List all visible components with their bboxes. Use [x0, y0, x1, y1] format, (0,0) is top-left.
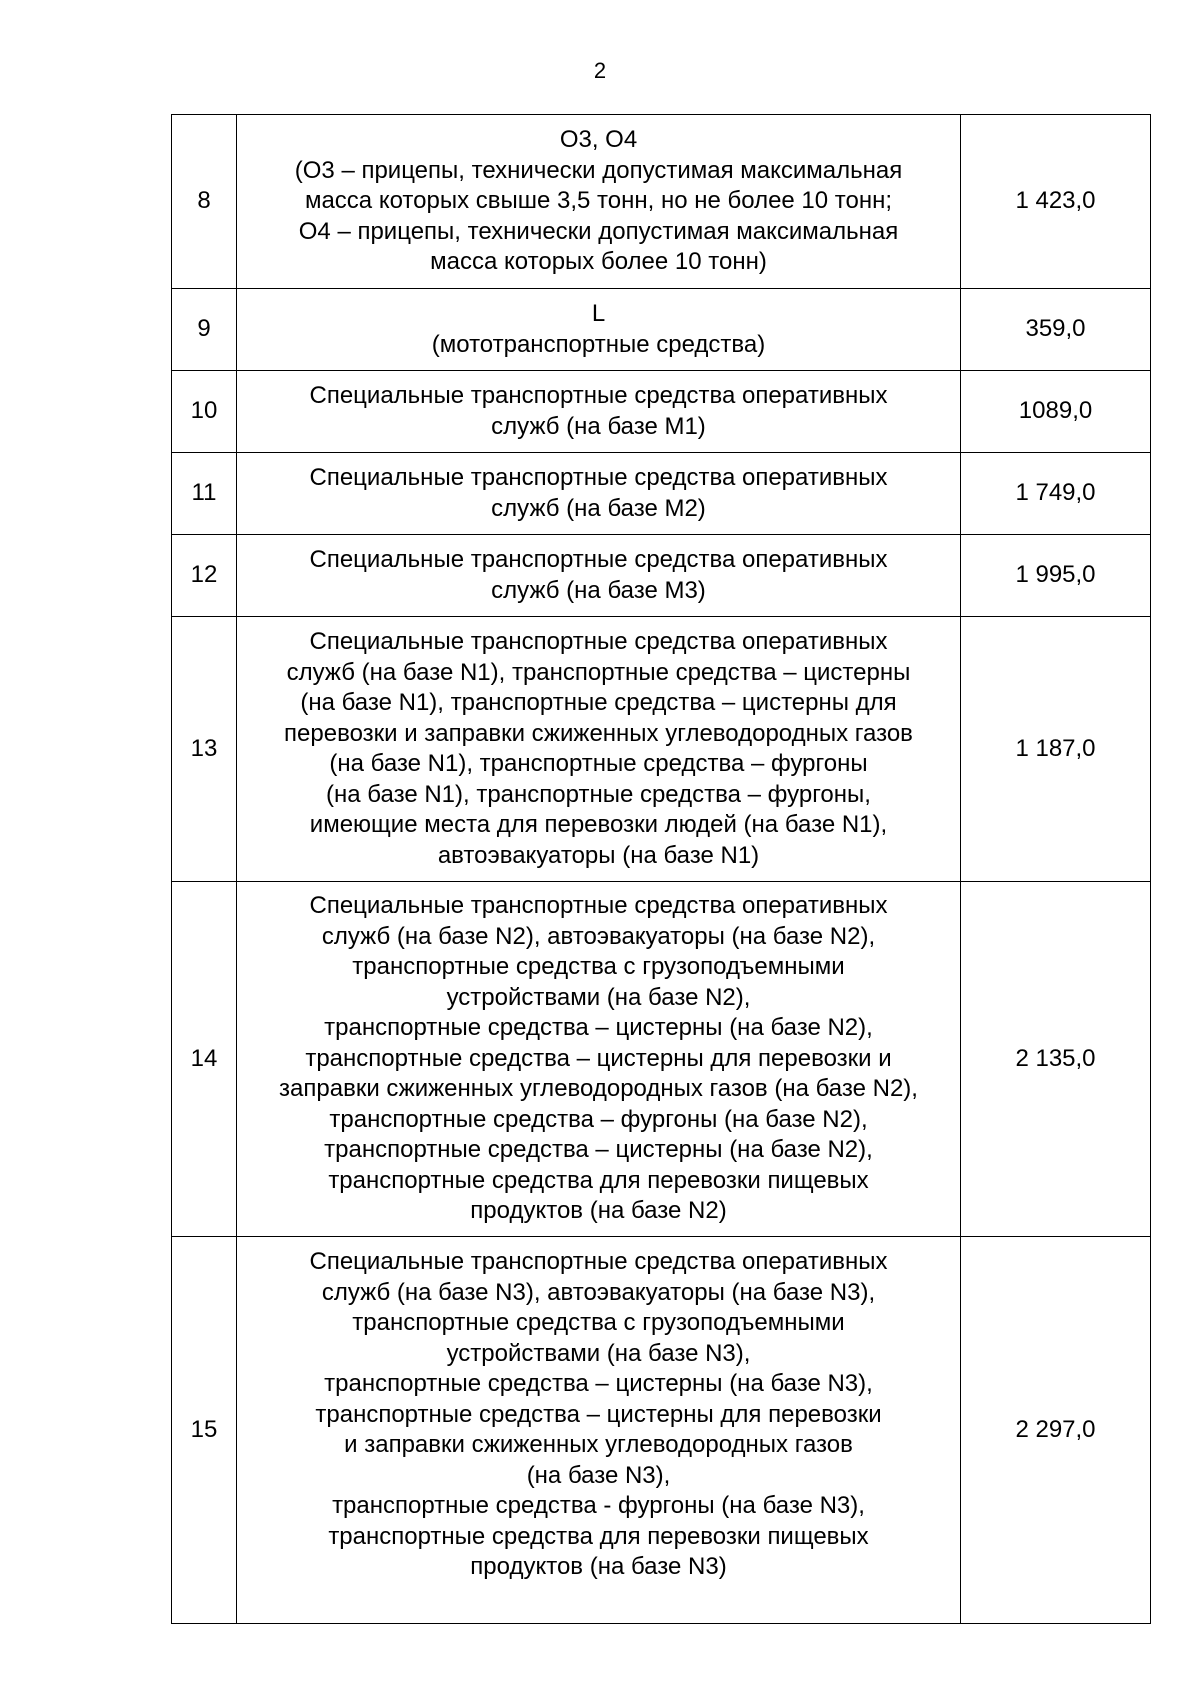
table-row — [172, 371, 1151, 453]
price-cell: 2 297,0 — [961, 1237, 1151, 1624]
row-number-cell: 12 — [172, 535, 237, 617]
category-description-cell — [237, 882, 961, 1237]
row-number-cell: 13 — [172, 617, 237, 882]
category-description-cell — [237, 535, 961, 617]
description-line: служб (на базе N1), транспортные средства – цистерны — [286, 658, 911, 686]
description-line: транспортные средства – цистерны (на базе N3), — [324, 1370, 873, 1397]
category-description-cell — [237, 371, 961, 453]
row-number-cell: 15 — [172, 1237, 237, 1624]
description-line: служб (на базе М3) — [491, 576, 706, 604]
table-row — [172, 617, 1151, 882]
table-row — [172, 882, 1151, 1237]
description-line: транспортные средства для перевозки пищевых — [328, 1522, 869, 1550]
description-line: транспортные средства – цистерны (на базе N2), — [324, 1014, 873, 1042]
description-line: служб (на базе N2), автоэвакуаторы (на базе N2), — [321, 922, 876, 950]
description-line: транспортные средства для перевозки пищевых — [328, 1166, 869, 1194]
price-cell: 359,0 — [961, 289, 1151, 371]
description-line: служб (на базе М1) — [491, 412, 706, 440]
price-cell: 1 995,0 — [961, 535, 1151, 617]
category-description-cell — [237, 1237, 961, 1624]
category-description-cell — [237, 115, 961, 289]
tariff-table — [171, 114, 1151, 1624]
description-line: Специальные транспортные средства оперативных — [309, 546, 888, 573]
description-line: (на базе N3), — [526, 1461, 671, 1489]
table-row — [172, 453, 1151, 535]
description-line: О3, О4 — [559, 126, 638, 154]
price-cell: 1089,0 — [961, 371, 1151, 453]
category-description-cell — [237, 289, 961, 371]
description-line: транспортные средства – фургоны (на базе N2), — [329, 1105, 868, 1133]
row-number-cell: 10 — [172, 371, 237, 453]
description-line: масса которых более 10 тонн) — [430, 248, 767, 276]
price-cell: 2 135,0 — [961, 882, 1151, 1237]
description-line: транспортные средства – цистерны для перевозки — [315, 1400, 882, 1428]
description-line: Специальные транспортные средства оперативных — [309, 382, 888, 409]
description-line: (мототранспортные средства) — [431, 330, 766, 358]
description-line: имеющие места для перевозки людей (на базе N1), — [309, 811, 888, 838]
price-cell: 1 187,0 — [961, 617, 1151, 882]
description-line: транспортные средства - фургоны (на базе N3), — [332, 1492, 865, 1519]
table-row — [172, 535, 1151, 617]
description-line: транспортные средства – цистерны для перевозки и — [305, 1044, 892, 1072]
category-description-cell — [237, 617, 961, 882]
description-line: устройствами (на базе N3), — [446, 1339, 751, 1367]
description-line: Специальные транспортные средства оперативных — [309, 1248, 888, 1275]
row-number-cell: 9 — [172, 289, 237, 371]
description-line: (на базе N1), транспортные средства – фургоны, — [326, 780, 871, 808]
description-line: транспортные средства с грузоподъемными — [352, 1309, 845, 1336]
price-cell: 1 423,0 — [961, 115, 1151, 289]
row-number-cell: 14 — [172, 882, 237, 1237]
description-line: Специальные транспортные средства оперативных — [309, 892, 888, 920]
category-description-cell — [237, 453, 961, 535]
description-line: служб (на базе М2) — [491, 494, 706, 522]
description-line: Специальные транспортные средства оперативных — [309, 628, 888, 655]
description-line: и заправки сжиженных углеводородных газов — [344, 1431, 853, 1458]
description-line: масса которых свыше 3,5 тонн, но не более 10 тонн; — [304, 187, 893, 215]
description-line: транспортные средства с грузоподъемными — [352, 953, 845, 981]
description-line: заправки сжиженных углеводородных газов (на базе N2), — [279, 1075, 918, 1103]
row-number-cell: 8 — [172, 115, 237, 289]
row-number-cell: 11 — [172, 453, 237, 535]
description-line: продуктов (на базе N2) — [470, 1197, 727, 1225]
description-line: продуктов (на базе N3) — [470, 1553, 727, 1580]
page-number: 2 — [593, 58, 607, 83]
table-row — [172, 115, 1151, 289]
table-row — [172, 1237, 1151, 1624]
price-cell: 1 749,0 — [961, 453, 1151, 535]
description-line: транспортные средства – цистерны (на базе N2), — [324, 1136, 873, 1164]
description-line: О4 – прицепы, технически допустимая максимальная — [298, 217, 899, 245]
tariff-table-body — [172, 115, 1151, 1624]
table-row — [172, 289, 1151, 371]
description-line: (на базе N1), транспортные средства – фургоны — [329, 750, 868, 777]
description-line: автоэвакуаторы (на базе N1) — [437, 841, 760, 869]
description-line: устройствами (на базе N2), — [446, 983, 751, 1011]
description-line: (О3 – прицепы, технически допустимая максимальная — [294, 156, 903, 184]
description-line: перевозки и заправки сжиженных углеводородных газов — [284, 719, 913, 747]
description-line: служб (на базе N3), автоэвакуаторы (на базе N3), — [321, 1278, 876, 1306]
description-line: (на базе N1), транспортные средства – цистерны для — [300, 689, 897, 716]
description-line: L — [591, 300, 606, 327]
description-line: Специальные транспортные средства оперативных — [309, 464, 888, 491]
